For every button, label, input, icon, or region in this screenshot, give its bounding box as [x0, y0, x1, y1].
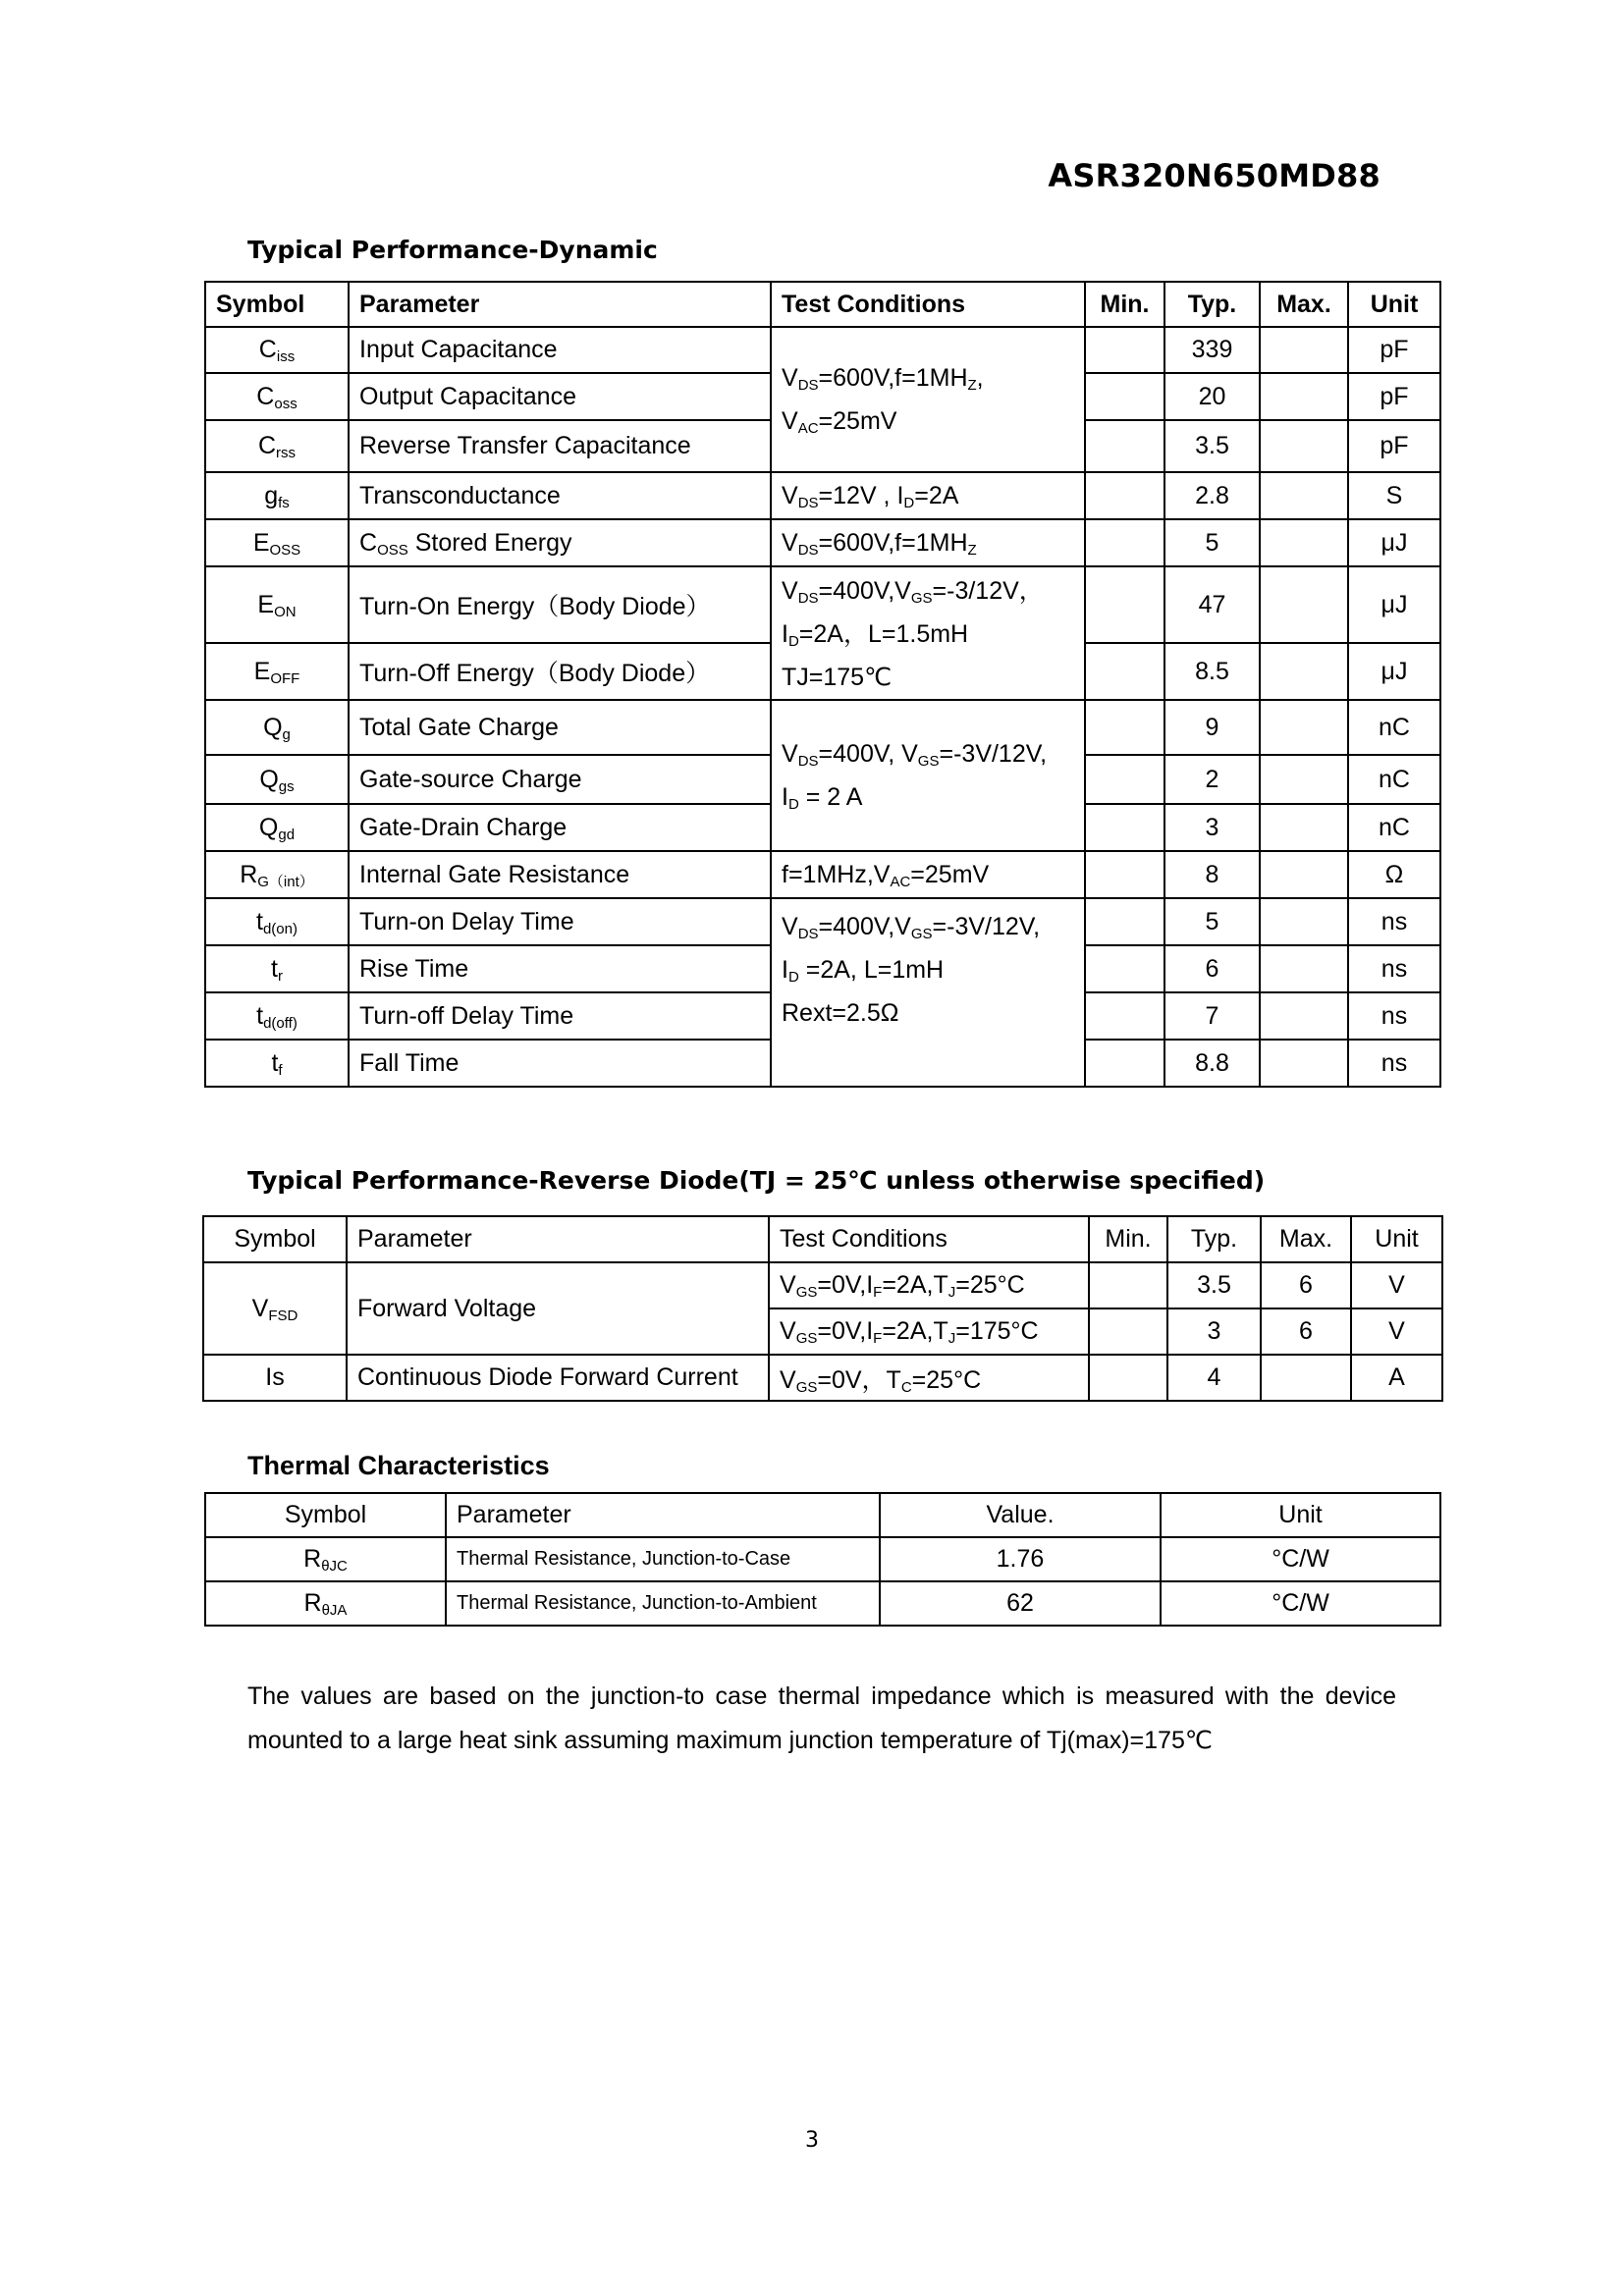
- unit-cell: nC: [1348, 804, 1440, 851]
- parameter-cell: Turn-on Delay Time: [349, 898, 771, 945]
- conditions-cell: $V_{DS}=400V,V_{GS}=-3V/12V$, $I_D =2A$, L=1mH Rext=2.5Ω: [771, 898, 1085, 1087]
- parameter-cell: Input Capacitance: [349, 327, 771, 373]
- table-row: [205, 898, 1440, 945]
- unit-cell: μJ: [1348, 566, 1440, 643]
- symbol-cell: $C_{iss}$: [205, 327, 349, 373]
- typ-cell: 8.5: [1164, 643, 1260, 700]
- col-typ: Typ.: [1167, 1216, 1261, 1262]
- symbol-cell: $R_{G(int)}$: [205, 851, 349, 898]
- typ-cell: 3: [1167, 1308, 1261, 1355]
- min-cell: [1085, 327, 1164, 373]
- unit-cell: nC: [1348, 700, 1440, 755]
- thermal-note: The values are based on the junction-to case thermal impedance which is measured with the device mounted to a large heat sink assuming maximum junction temperature of Tj(max)=175℃: [247, 1682, 1396, 1754]
- max-cell: [1260, 992, 1348, 1040]
- col-parameter: Parameter: [446, 1493, 880, 1537]
- min-cell: [1089, 1355, 1167, 1401]
- min-cell: [1089, 1262, 1167, 1308]
- min-cell: [1085, 1040, 1164, 1087]
- parameter-cell: Turn-On Energy（Body Diode）: [349, 566, 771, 643]
- parameter-cell: $C_{OSS}$ Stored Energy: [349, 519, 771, 566]
- max-cell: [1260, 373, 1348, 420]
- table-row: [205, 1537, 1440, 1581]
- symbol-cell: $E_{ON}$: [205, 566, 349, 643]
- symbol-cell: $t_{d(on)}$: [205, 898, 349, 945]
- table-row: [205, 1581, 1440, 1626]
- symbol-cell: $R_{\theta JC}$: [205, 1537, 446, 1581]
- unit-cell: ns: [1348, 945, 1440, 992]
- table-row: [205, 472, 1440, 519]
- symbol-cell: $C_{rss}$: [205, 420, 349, 472]
- min-cell: [1085, 755, 1164, 804]
- parameter-cell: Reverse Transfer Capacitance: [349, 420, 771, 472]
- unit-cell: °C/W: [1161, 1581, 1440, 1626]
- table-row: [205, 327, 1440, 373]
- symbol-cell: $R_{\theta JA}$: [205, 1581, 446, 1626]
- parameter-cell: Forward Voltage: [347, 1262, 769, 1355]
- unit-cell: μJ: [1348, 519, 1440, 566]
- symbol-cell: $C_{oss}$: [205, 373, 349, 420]
- max-cell: [1260, 420, 1348, 472]
- min-cell: [1085, 420, 1164, 472]
- parameter-cell: Turn-Off Energy（Body Diode）: [349, 643, 771, 700]
- max-cell: [1260, 643, 1348, 700]
- min-cell: [1085, 804, 1164, 851]
- unit-cell: A: [1351, 1355, 1442, 1401]
- unit-cell: °C/W: [1161, 1537, 1440, 1581]
- max-cell: [1260, 1040, 1348, 1087]
- typ-cell: 3: [1164, 804, 1260, 851]
- max-cell: [1260, 472, 1348, 519]
- min-cell: [1085, 519, 1164, 566]
- parameter-cell: Total Gate Charge: [349, 700, 771, 755]
- symbol-cell: $t_{d(off)}$: [205, 992, 349, 1040]
- col-symbol: Symbol: [205, 282, 349, 327]
- typ-cell: 47: [1164, 566, 1260, 643]
- table-row: [203, 1355, 1442, 1401]
- min-cell: [1085, 898, 1164, 945]
- table-header-row: [203, 1216, 1442, 1262]
- typ-cell: 5: [1164, 898, 1260, 945]
- col-parameter: Parameter: [349, 282, 771, 327]
- unit-cell: μJ: [1348, 643, 1440, 700]
- unit-cell: ns: [1348, 992, 1440, 1040]
- col-unit: Unit: [1161, 1493, 1440, 1537]
- col-test-conditions: Test Conditions: [769, 1216, 1089, 1262]
- min-cell: [1085, 643, 1164, 700]
- symbol-cell: $t_r$: [205, 945, 349, 992]
- typ-cell: 8: [1164, 851, 1260, 898]
- dynamic-table: [204, 281, 1441, 1088]
- max-cell: [1260, 851, 1348, 898]
- col-value: Value.: [880, 1493, 1161, 1537]
- symbol-cell: $Q_{gs}$: [205, 755, 349, 804]
- symbol-cell: $V_{FSD}$: [203, 1262, 347, 1355]
- unit-cell: ns: [1348, 1040, 1440, 1087]
- parameter-cell: Rise Time: [349, 945, 771, 992]
- col-min: Min.: [1085, 282, 1164, 327]
- max-cell: [1260, 804, 1348, 851]
- parameter-cell: Continuous Diode Forward Current: [347, 1355, 769, 1401]
- col-parameter: Parameter: [347, 1216, 769, 1262]
- unit-cell: ns: [1348, 898, 1440, 945]
- min-cell: [1085, 851, 1164, 898]
- unit-cell: V: [1351, 1262, 1442, 1308]
- thermal-table: [204, 1492, 1441, 1627]
- col-typ: Typ.: [1164, 282, 1260, 327]
- col-max: Max.: [1261, 1216, 1351, 1262]
- page-number: 3: [805, 2128, 819, 2153]
- unit-cell: pF: [1348, 420, 1440, 472]
- parameter-cell: Transconductance: [349, 472, 771, 519]
- typ-cell: 4: [1167, 1355, 1261, 1401]
- unit-cell: nC: [1348, 755, 1440, 804]
- typ-cell: 3.5: [1164, 420, 1260, 472]
- parameter-cell: Internal Gate Resistance: [349, 851, 771, 898]
- max-cell: [1260, 700, 1348, 755]
- col-unit: Unit: [1348, 282, 1440, 327]
- conditions-cell: $V_{DS}=600V,f=1MH_Z$, $V_{AC}=25mV$: [771, 327, 1085, 472]
- conditions-cell: $V_{GS}=0V,I_F=2A,T_J=175^\circ C$: [769, 1308, 1089, 1355]
- unit-cell: V: [1351, 1308, 1442, 1355]
- parameter-cell: Thermal Resistance, Junction-to-Case: [446, 1537, 880, 1581]
- col-symbol: Symbol: [205, 1493, 446, 1537]
- parameter-cell: Gate-source Charge: [349, 755, 771, 804]
- table-row: [205, 519, 1440, 566]
- max-cell: [1260, 519, 1348, 566]
- table-header-row: [205, 282, 1440, 327]
- conditions-cell: $V_{GS}=0V$，$T_C=25^\circ C$: [769, 1355, 1089, 1401]
- value-cell: 62: [880, 1581, 1161, 1626]
- max-cell: [1260, 566, 1348, 643]
- conditions-cell: $V_{DS}=600V,f=1MH_Z$: [771, 519, 1085, 566]
- min-cell: [1085, 566, 1164, 643]
- document-title: ASR320N650MD88: [1048, 157, 1380, 194]
- table-header-row: [205, 1493, 1440, 1537]
- min-cell: [1085, 373, 1164, 420]
- symbol-cell: $E_{OFF}$: [205, 643, 349, 700]
- dynamic-heading: Typical Performance-Dynamic: [247, 236, 658, 264]
- symbol-cell: $E_{OSS}$: [205, 519, 349, 566]
- typ-cell: 7: [1164, 992, 1260, 1040]
- conditions-cell: $V_{DS}=400V$, $V_{GS}=-3V/12V$, $I_D = 2$ A: [771, 700, 1085, 851]
- typ-cell: 9: [1164, 700, 1260, 755]
- parameter-cell: Turn-off Delay Time: [349, 992, 771, 1040]
- typ-cell: 2: [1164, 755, 1260, 804]
- conditions-cell: $V_{DS}=12V$ , $I_D=2A$: [771, 472, 1085, 519]
- typ-cell: 6: [1164, 945, 1260, 992]
- symbol-cell: $t_f$: [205, 1040, 349, 1087]
- typ-cell: 5: [1164, 519, 1260, 566]
- max-cell: [1260, 755, 1348, 804]
- typ-cell: 339: [1164, 327, 1260, 373]
- min-cell: [1085, 992, 1164, 1040]
- min-cell: [1089, 1308, 1167, 1355]
- parameter-cell: Gate-Drain Charge: [349, 804, 771, 851]
- symbol-cell: $g_{fs}$: [205, 472, 349, 519]
- typ-cell: 20: [1164, 373, 1260, 420]
- max-cell: 6: [1261, 1262, 1351, 1308]
- unit-cell: pF: [1348, 373, 1440, 420]
- parameter-cell: Output Capacitance: [349, 373, 771, 420]
- col-min: Min.: [1089, 1216, 1167, 1262]
- max-cell: [1261, 1355, 1351, 1401]
- col-symbol: Symbol: [203, 1216, 347, 1262]
- parameter-cell: Thermal Resistance, Junction-to-Ambient: [446, 1581, 880, 1626]
- max-cell: 6: [1261, 1308, 1351, 1355]
- unit-cell: Ω: [1348, 851, 1440, 898]
- table-row: [205, 700, 1440, 755]
- reverse-diode-table: [202, 1215, 1443, 1402]
- table-row: [203, 1262, 1442, 1308]
- col-max: Max.: [1260, 282, 1348, 327]
- max-cell: [1260, 327, 1348, 373]
- table-row: [205, 851, 1440, 898]
- reverse-diode-heading: Typical Performance-Reverse Diode(TJ = 25℃ unless otherwise specified): [247, 1166, 1266, 1195]
- symbol-cell: $Q_g$: [205, 700, 349, 755]
- typ-cell: 8.8: [1164, 1040, 1260, 1087]
- typ-cell: 3.5: [1167, 1262, 1261, 1308]
- typ-cell: 2.8: [1164, 472, 1260, 519]
- max-cell: [1260, 898, 1348, 945]
- min-cell: [1085, 945, 1164, 992]
- unit-cell: pF: [1348, 327, 1440, 373]
- col-unit: Unit: [1351, 1216, 1442, 1262]
- min-cell: [1085, 700, 1164, 755]
- parameter-cell: Fall Time: [349, 1040, 771, 1087]
- unit-cell: S: [1348, 472, 1440, 519]
- table-row: [205, 566, 1440, 643]
- symbol-cell: Is: [203, 1355, 347, 1401]
- thermal-heading: Thermal Characteristics: [247, 1451, 550, 1480]
- conditions-cell: $V_{DS}=400V,V_{GS}=-3/12V$， $I_D=2A$，L=1.5mH TJ=175℃: [771, 566, 1085, 700]
- conditions-cell: $f=1MHz,V_{AC}=25mV$: [771, 851, 1085, 898]
- max-cell: [1260, 945, 1348, 992]
- col-test-conditions: Test Conditions: [771, 282, 1085, 327]
- value-cell: 1.76: [880, 1537, 1161, 1581]
- symbol-cell: $Q_{gd}$: [205, 804, 349, 851]
- conditions-cell: $V_{GS}=0V,I_F=2A,T_J=25^\circ C$: [769, 1262, 1089, 1308]
- min-cell: [1085, 472, 1164, 519]
